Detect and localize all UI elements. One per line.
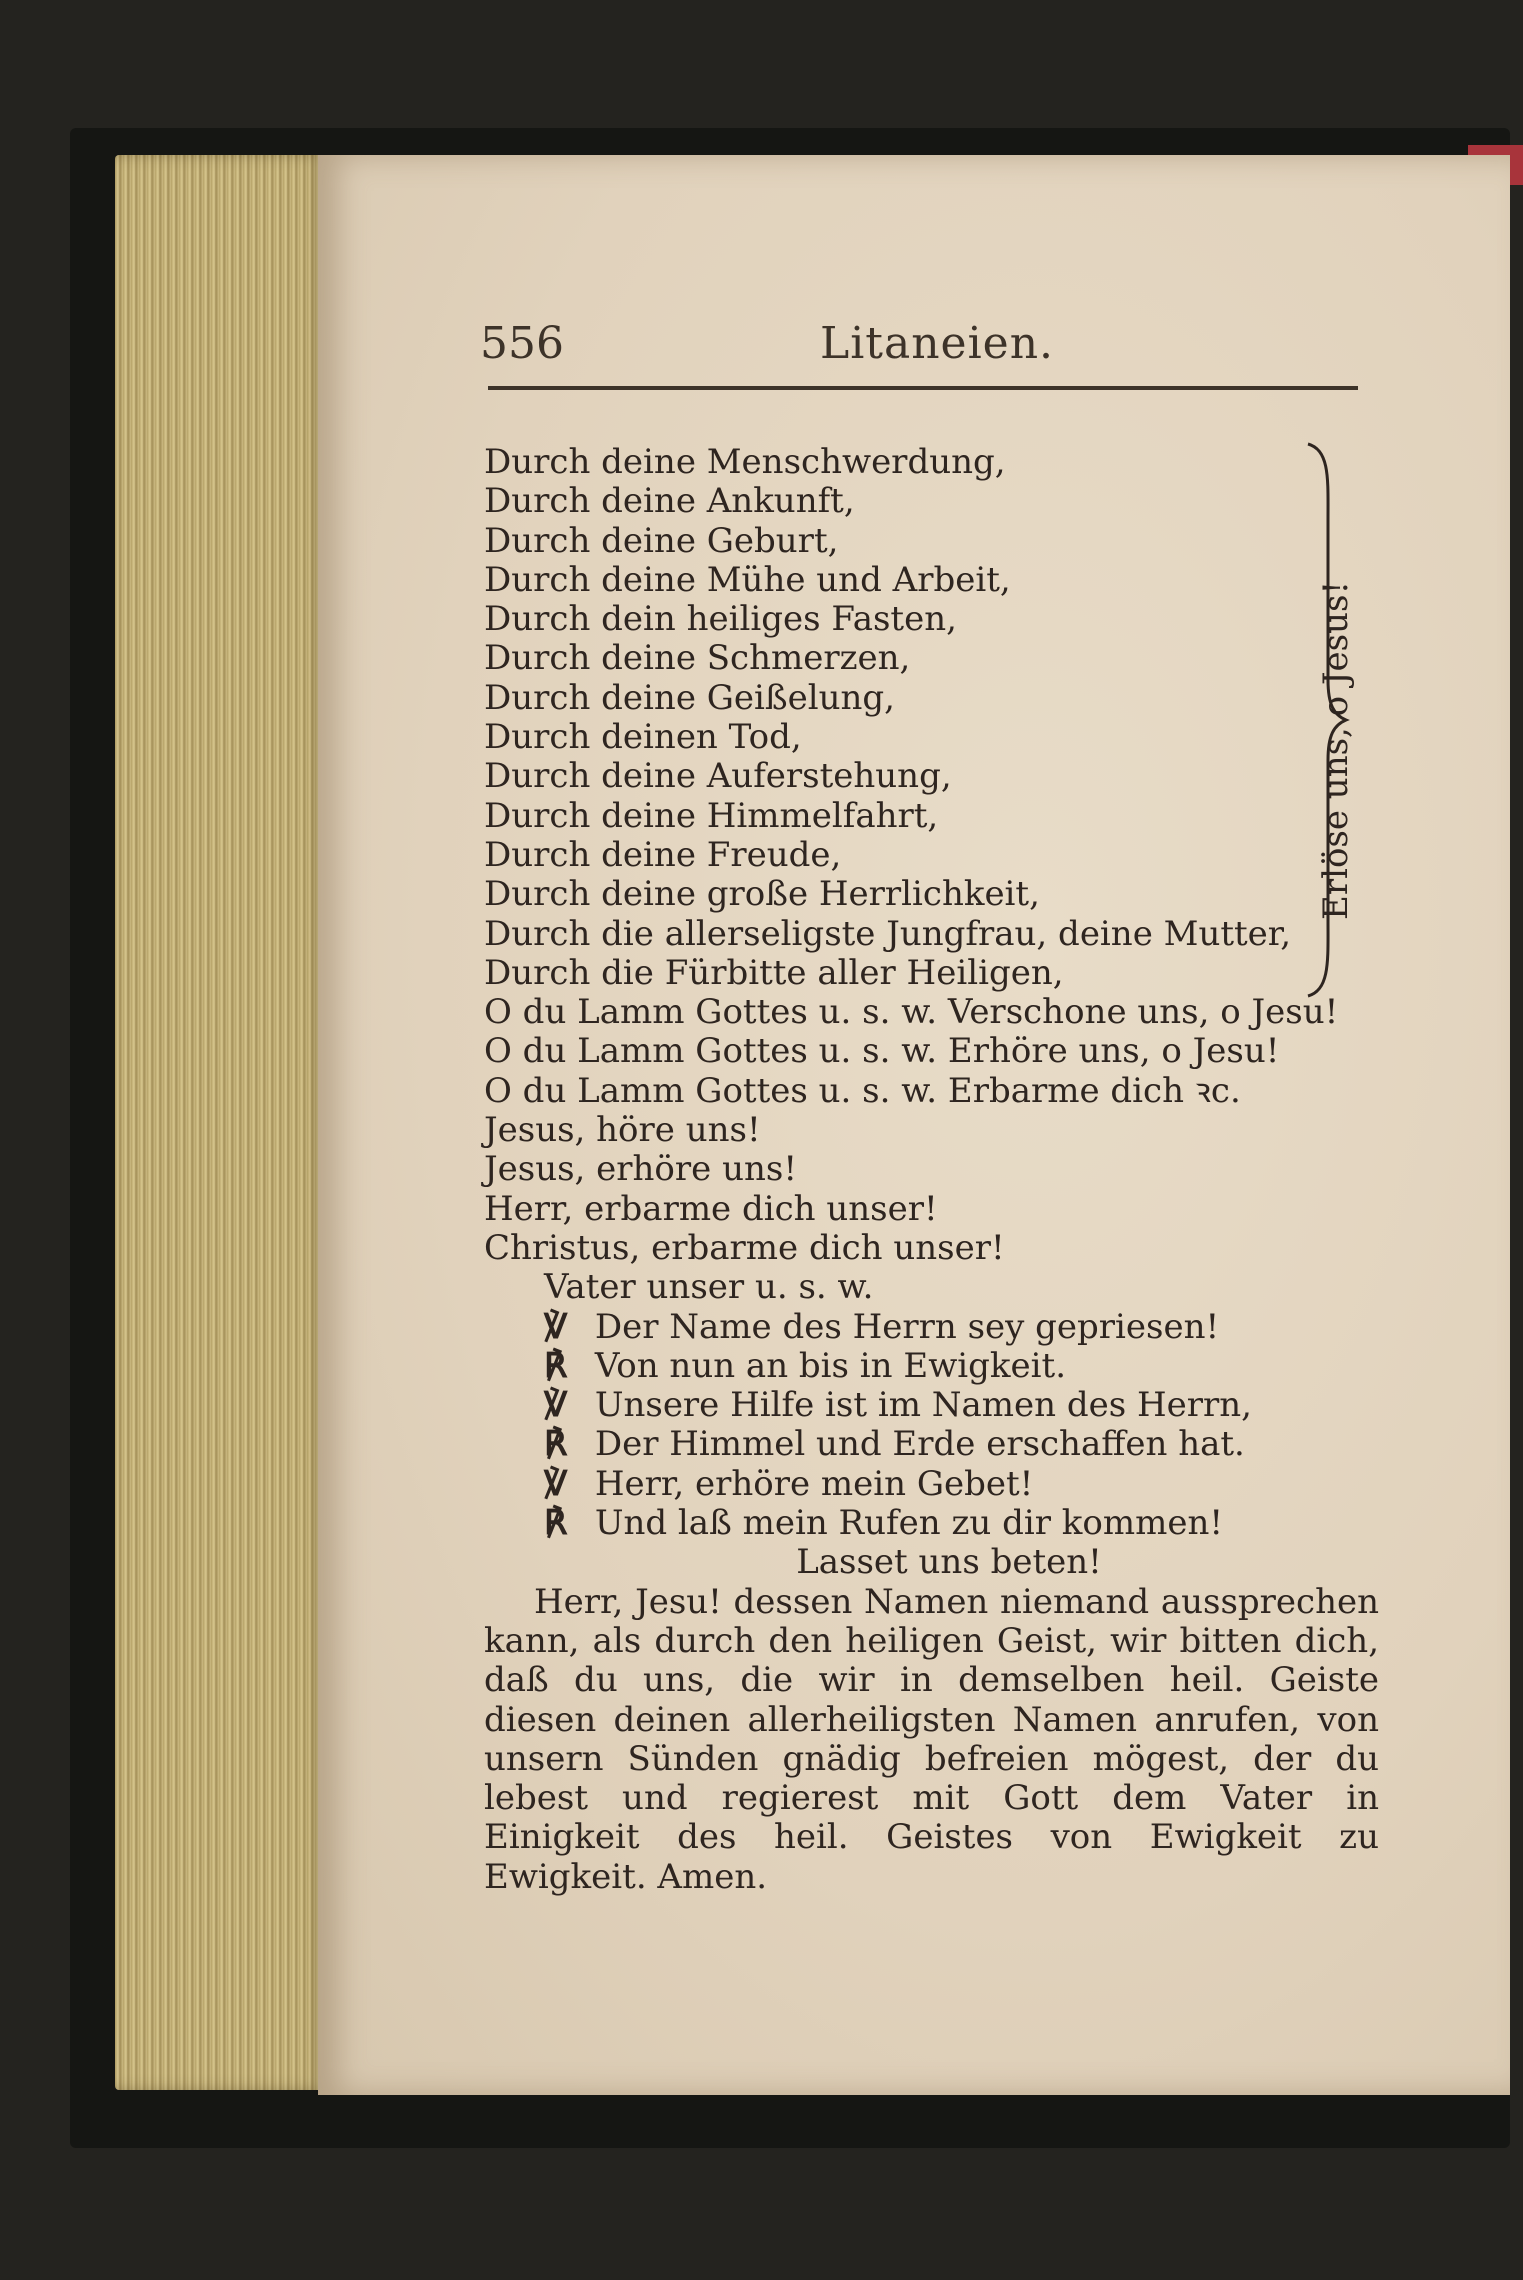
invocation-line: Durch dein heiliges Fasten, — [484, 599, 957, 640]
response-symbol: ℟ — [544, 1424, 568, 1465]
invocation-line: Durch deine Freude, — [484, 834, 842, 875]
response-line — [484, 1347, 1384, 1386]
response-text: Der Himmel und Erde erschaffen hat. — [594, 1424, 1245, 1465]
page-edges — [115, 155, 325, 2090]
versicles — [484, 1308, 1384, 1544]
pater-noster-line: Vater unser u. s. w. — [544, 1267, 874, 1308]
agnus-line: O du Lamm Gottes u. s. w. Verschone uns, o Jesu! — [484, 992, 1339, 1033]
agnus-line: O du Lamm Gottes u. s. w. Erhöre uns, o Jesu! — [484, 1031, 1280, 1072]
response-text: Und laß mein Rufen zu dir kommen! — [594, 1503, 1223, 1544]
invocation-line: Durch deine Mühe und Arbeit, — [484, 559, 1011, 600]
running-title: Litaneien. — [820, 318, 1055, 369]
acclamation-line: Christus, erbarme dich unser! — [484, 1227, 1005, 1268]
invocation-line: Durch deine Auferstehung, — [484, 756, 952, 797]
header-rule — [488, 386, 1358, 390]
response-symbol: ℟ — [544, 1345, 568, 1386]
invocation-line: Durch deine Geißelung, — [484, 677, 895, 718]
invocation-line: Durch deine Himmelfahrt, — [484, 795, 939, 836]
closing-prayer: Herr, Jesu! dessen Namen niemand aussprechen kann, als durch den heiligen Geist, wir bitten dich, daß du uns, die wir in demselben heil. Geiste diesen deinen allerheiligsten Namen anrufen, von unsern Sünden gnädig befreien mögest, der du lebest und regierest mit Gott dem Vater in Einigkeit des heil. Geistes von Ewigkeit zu Ewigkeit. Amen. — [484, 1581, 1379, 1897]
invocation-line: Durch deine große Herrlichkeit, — [484, 874, 1040, 915]
response-line — [484, 1504, 1384, 1543]
page-header — [480, 318, 1360, 378]
versicle-symbol: ℣ — [544, 1463, 568, 1504]
invocation-line: Durch deine Geburt, — [484, 520, 839, 561]
acclamations — [484, 1111, 1384, 1268]
versicle-line — [484, 1308, 1384, 1347]
invocation-line: Durch deine Ankunft, — [484, 481, 855, 522]
versicle-symbol: ℣ — [544, 1306, 568, 1347]
response-line — [484, 1425, 1384, 1464]
invocation-line: Durch deine Schmerzen, — [484, 638, 911, 679]
acclamation-line: Jesus, höre uns! — [484, 1110, 761, 1151]
versicle-text: Unsere Hilfe ist im Namen des Herrn, — [594, 1385, 1252, 1426]
invocation-line: Durch die allerseligste Jungfrau, deine Mutter, — [484, 913, 1292, 954]
agnus-dei-lines — [484, 993, 1384, 1111]
side-response: Erlöse uns, o Jesus! — [1316, 580, 1356, 920]
versicle-text: Herr, erhöre mein Gebet! — [594, 1463, 1034, 1504]
versicle-line — [484, 1465, 1384, 1504]
response-text: Von nun an bis in Ewigkeit. — [594, 1345, 1066, 1386]
invocation-line: Durch deinen Tod, — [484, 717, 802, 758]
acclamation-line: Jesus, erhöre uns! — [484, 1149, 797, 1190]
page-number: 556 — [480, 318, 564, 369]
versicle-text: Der Name des Herrn sey gepriesen! — [594, 1306, 1220, 1347]
litany-text — [484, 443, 1384, 1897]
versicle-symbol: ℣ — [544, 1385, 568, 1426]
invocation-line: Durch die Fürbitte aller Heiligen, — [484, 952, 1064, 993]
response-symbol: ℟ — [544, 1503, 568, 1544]
invocation-line: Durch deine Menschwerdung, — [484, 442, 1006, 482]
versicle-line — [484, 1386, 1384, 1425]
oremus-heading: Lasset uns beten! — [796, 1542, 1102, 1583]
acclamation-line: Herr, erbarme dich unser! — [484, 1188, 938, 1229]
agnus-line: O du Lamm Gottes u. s. w. Erbarme dich ꝛc. — [484, 1070, 1241, 1111]
invocations-list — [484, 443, 1384, 993]
